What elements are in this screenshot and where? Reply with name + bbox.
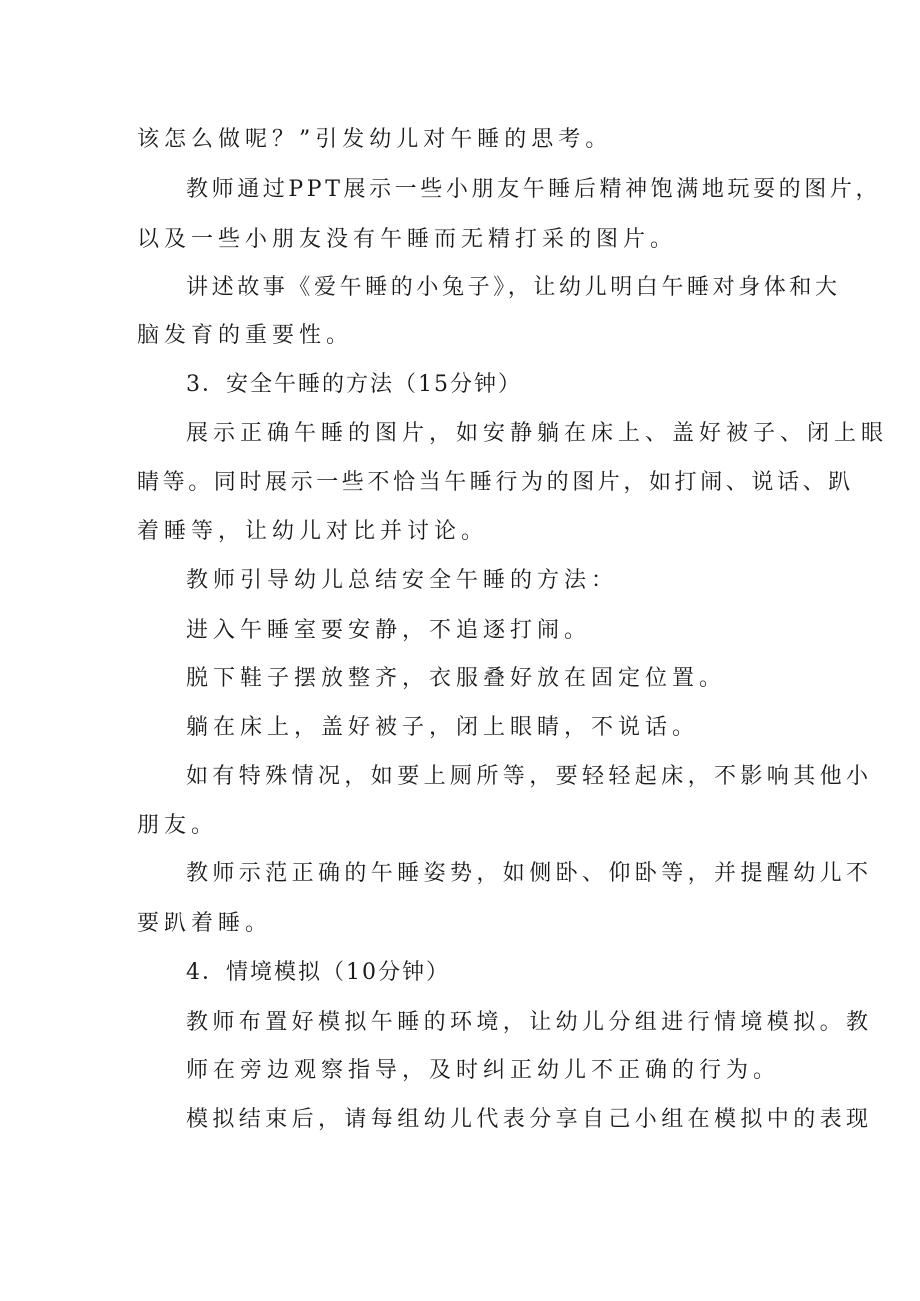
text-line: 进入午睡室要安静，不追逐打闹。 xyxy=(186,618,592,643)
text-line: 讲述故事《爱午睡的小兔子》，让幼儿明白午睡对身体和大 xyxy=(186,275,841,300)
text-line: 展示正确午睡的图片，如安静躺在床上、盖好被子、闭上眼 xyxy=(186,421,889,446)
text-line: 教师通过PPT展示一些小朋友午睡后精神饱满地玩耍的图片， xyxy=(186,177,882,202)
text-line: 模拟结束后，请每组幼儿代表分享自己小组在模拟中的表现 xyxy=(186,1107,873,1132)
text-line: 该怎么做呢？”引发幼儿对午睡的思考。 xyxy=(137,127,613,152)
text-line: 师在旁边观察指导，及时纠正幼儿不正确的行为。 xyxy=(186,1058,781,1083)
text-line: 脱下鞋子摆放整齐，衣服叠好放在固定位置。 xyxy=(186,666,727,691)
text-line: 着睡等，让幼儿对比并讨论。 xyxy=(137,519,489,544)
text-line: 睛等。同时展示一些不恰当午睡行为的图片，如打闹、说话、趴 xyxy=(137,470,854,495)
text-line: 朋友。 xyxy=(137,813,219,838)
text-line: 教师引导幼儿总结安全午睡的方法： xyxy=(186,568,619,593)
text-line: 如有特殊情况，如要上厕所等，要轻轻起床，不影响其他小 xyxy=(186,764,873,789)
text-line: 躺在床上，盖好被子，闭上眼睛，不说话。 xyxy=(186,715,700,740)
section-heading: 3．安全午睡的方法（15分钟） xyxy=(186,372,522,397)
section-heading: 4．情境模拟（10分钟） xyxy=(186,960,450,985)
text-line: 要趴着睡。 xyxy=(137,911,273,936)
text-line: 教师示范正确的午睡姿势，如侧卧、仰卧等，并提醒幼儿不 xyxy=(186,861,873,886)
text-line: 教师布置好模拟午睡的环境，让幼儿分组进行情境模拟。教 xyxy=(186,1010,873,1035)
text-line: 脑发育的重要性。 xyxy=(137,323,354,348)
text-line: 以及一些小朋友没有午睡而无精打采的图片。 xyxy=(137,227,678,252)
